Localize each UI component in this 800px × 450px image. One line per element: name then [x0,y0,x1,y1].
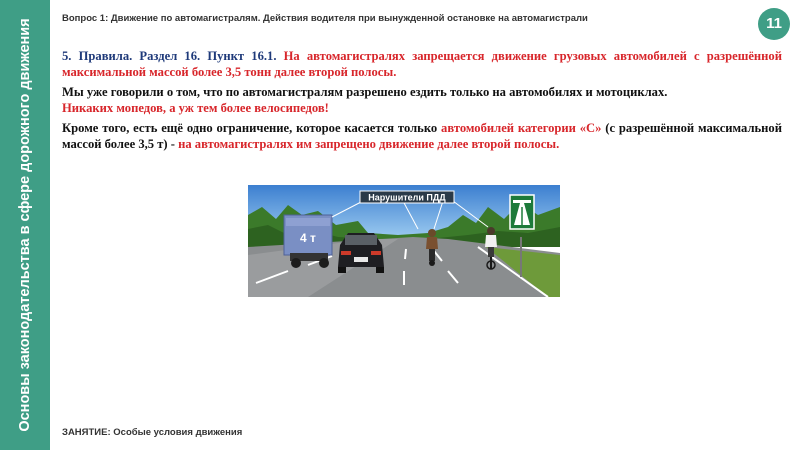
paragraph-rule [62,48,782,80]
paragraph-category-c [62,120,782,152]
mopeds-warning: Никаких мопедов, а уж тем более велосипедов! [62,101,329,115]
category-c-intro: Кроме того, есть ещё одно ограничение, которое касается только [62,121,438,135]
truck-weight-label: 4 т [300,231,316,245]
footer-text: Особые условия движения [113,427,243,438]
sidebar-title: Основы законодательства в сфере дорожного движения [17,18,33,432]
slide-content [62,48,782,156]
sidebar [0,0,50,450]
paragraph-motorways [62,84,782,116]
category-c-restriction: на автомагистралях им запрещено движение далее второй полосы. [178,137,560,151]
category-c-mass: (с разрешённой максимальной массой более 3,5 т) - [62,121,782,151]
rule-text: На автомагистралях запрещается движение грузовых автомобилей с разрешённой максимальной массой более 3,5 тонн далее второй полосы. [62,49,782,79]
rule-reference: 5. Правила. Раздел 16. Пункт 16.1. [62,49,277,63]
motorway-text: Мы уже говорили о том, что по автомагистралям разрешено ездить только на автомобилях и мотоциклах. [62,85,668,99]
slide-header: Вопрос 1: Движение по автомагистралям. Действия водителя при вынужденной остановке на автомагистрали [62,13,588,24]
violators-label: Нарушители ПДД [368,192,446,203]
road-illustration [248,185,560,297]
truck-4t [284,215,332,268]
category-c-highlight: автомобилей категории «С» [441,121,602,135]
footer [62,427,242,438]
page-number-badge: 11 [758,8,790,40]
black-sedan [338,233,384,273]
footer-label: ЗАНЯТИЕ: [62,427,111,438]
